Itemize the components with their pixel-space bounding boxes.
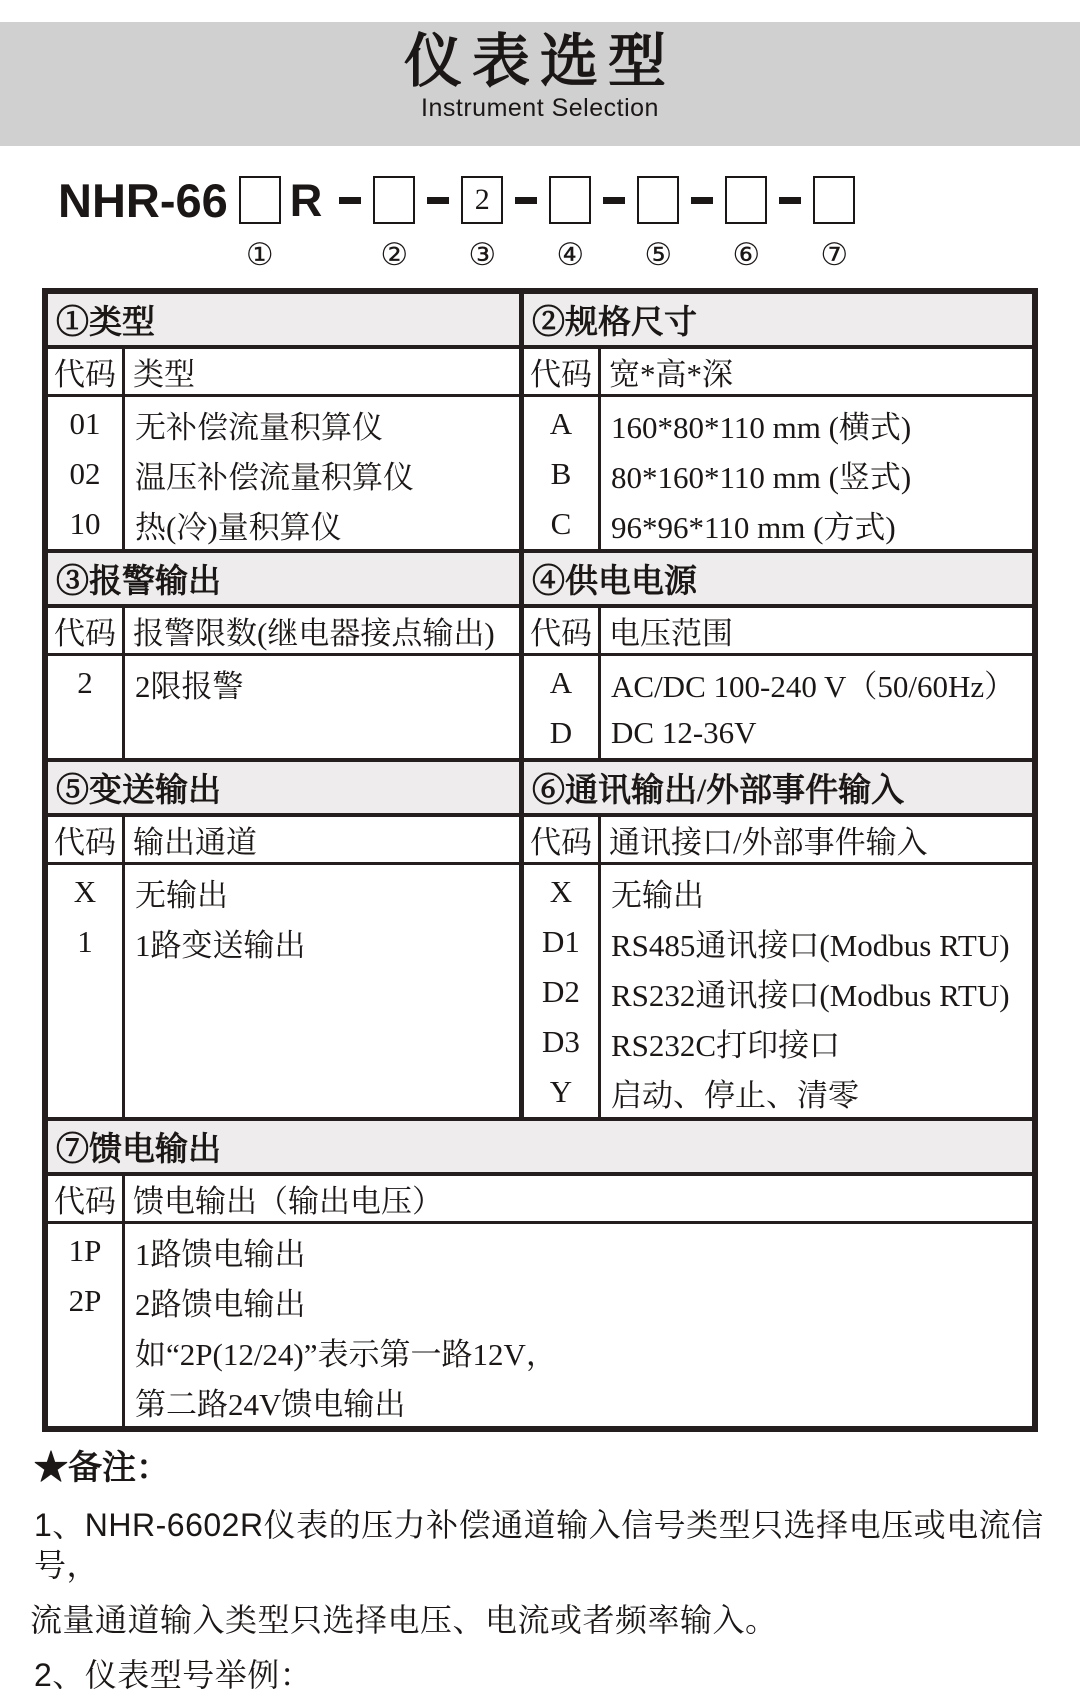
order-circle-4: ④ (556, 237, 585, 272)
code-cell: D (549, 715, 573, 750)
code-cell: X (73, 874, 97, 909)
dash-separator (603, 197, 625, 204)
model-box-2 (373, 176, 415, 224)
col-header-label: 宽*高*深 (609, 357, 733, 392)
section-2-data (524, 397, 1032, 549)
section-5-retransmission-output (48, 762, 524, 1117)
page-title: 仪表选型 (403, 29, 676, 94)
section-5-subheader (48, 817, 519, 865)
code-cell: A (549, 406, 573, 441)
desc-cell: RS232C打印接口 (611, 1027, 841, 1063)
section-3-title: ③报警输出 (48, 553, 519, 608)
desc-cell: RS232通讯接口(Modbus RTU) (611, 977, 1010, 1013)
desc-cell: AC/DC 100-240 V（50/60Hz） (611, 668, 1016, 704)
section-6-data (524, 865, 1032, 1117)
remark-line-3: 2、仪表型号举例： (34, 1657, 313, 1693)
order-circle-2: ② (380, 237, 409, 272)
model-box-3: 2 (461, 176, 503, 224)
dash-separator (427, 197, 449, 204)
section-7-feed-output (48, 1117, 1032, 1426)
remarks-block (30, 1446, 1080, 1695)
order-circle-3: ③ (468, 237, 497, 272)
section-4-title: ④供电电源 (524, 553, 1032, 608)
col-header-label: 电压范围 (609, 616, 733, 651)
header-band (0, 22, 1080, 146)
desc-cell: 温压补偿流量积算仪 (135, 459, 414, 495)
desc-cell: 2限报警 (135, 668, 244, 704)
col-header-label: 输出通道 (133, 825, 257, 860)
col-header-label: 报警限数(继电器接点输出) (133, 616, 495, 651)
desc-cell: 80*160*110 mm (竖式) (611, 459, 912, 495)
selection-table (42, 288, 1038, 1432)
code-cell: 01 (69, 406, 101, 441)
model-slot-2 (373, 176, 415, 272)
code-cell: 02 (69, 456, 101, 491)
model-slot-7 (813, 176, 855, 272)
section-7-subheader (48, 1176, 1032, 1224)
col-header-code: 代码 (524, 817, 601, 862)
section-1-data (48, 397, 519, 549)
code-cell: 1 (77, 924, 93, 959)
desc-cell: 无输出 (135, 877, 228, 913)
section-2-subheader (524, 349, 1032, 397)
col-header-code: 代码 (48, 1176, 125, 1221)
col-header-code: 代码 (48, 349, 125, 394)
model-box-5 (637, 176, 679, 224)
col-header-code: 代码 (524, 608, 601, 653)
desc-cell: 热(冷)量积算仪 (135, 509, 342, 545)
order-circle-5: ⑤ (644, 237, 673, 272)
code-cell (48, 1376, 122, 1426)
model-slot-1 (239, 176, 281, 272)
col-header-code: 代码 (524, 349, 601, 394)
section-4-power-supply (524, 553, 1032, 758)
section-3-alarm-output (48, 553, 524, 758)
dash-separator (779, 197, 801, 204)
desc-cell: 如“2P(12/24)”表示第一路12V， (135, 1336, 557, 1372)
desc-cell: 1路馈电输出 (135, 1236, 306, 1272)
code-cell: Y (549, 1074, 573, 1109)
desc-cell: 2路馈电输出 (135, 1286, 306, 1322)
code-cell: C (550, 506, 572, 541)
code-cell: 1P (68, 1233, 102, 1268)
section-6-title: ⑥通讯输出/外部事件输入 (524, 762, 1032, 817)
section-4-data (524, 656, 1032, 758)
section-1-type (48, 294, 524, 549)
code-cell: X (549, 874, 573, 909)
section-1-subheader (48, 349, 519, 397)
order-circle-6: ⑥ (732, 237, 761, 272)
section-3-data (48, 656, 519, 758)
page-subtitle: Instrument Selection (421, 94, 659, 122)
col-header-code: 代码 (48, 608, 125, 653)
code-cell: 2P (68, 1283, 102, 1318)
col-header-label: 通讯接口/外部事件输入 (609, 825, 928, 860)
col-header-code: 代码 (48, 817, 125, 862)
dash-separator (515, 197, 537, 204)
section-5-title: ⑤变送输出 (48, 762, 519, 817)
section-7-title: ⑦馈电输出 (48, 1121, 1032, 1176)
code-cell: 2 (77, 665, 93, 700)
order-circle-7: ⑦ (820, 237, 849, 272)
code-cell: D1 (542, 924, 580, 959)
model-slot-5 (637, 176, 679, 272)
remark-line-1: 1、NHR-6602R仪表的压力补偿通道输入信号类型只选择电压或电流信号， (34, 1507, 1044, 1583)
col-header-label: 馈电输出（输出电压） (133, 1184, 443, 1219)
section-pair-3-4 (48, 549, 1032, 758)
desc-cell: 无补偿流量积算仪 (135, 409, 383, 445)
code-cell: B (550, 456, 572, 491)
model-box-4 (549, 176, 591, 224)
desc-cell: DC 12-36V (611, 715, 757, 750)
model-prefix: NHR-66 (58, 174, 228, 227)
desc-cell: 第二路24V馈电输出 (135, 1386, 406, 1422)
dash-separator (339, 197, 361, 204)
section-3-subheader (48, 608, 519, 656)
model-slot-4 (549, 176, 591, 272)
code-cell: D2 (542, 974, 580, 1009)
desc-cell: 无输出 (611, 877, 704, 913)
code-cell: D3 (542, 1024, 580, 1059)
order-circle-1: ① (245, 237, 274, 272)
model-code-line (58, 176, 1080, 272)
model-slot-3 (461, 176, 503, 272)
section-5-data (48, 865, 519, 1117)
remarks-heading: ★备注： (34, 1449, 170, 1487)
desc-cell: RS485通讯接口(Modbus RTU) (611, 927, 1010, 963)
section-pair-5-6 (48, 758, 1032, 1117)
model-suffix-r: R (289, 175, 323, 226)
section-2-title: ②规格尺寸 (524, 294, 1032, 349)
code-cell: A (549, 665, 573, 700)
section-pair-1-2 (48, 294, 1032, 549)
desc-cell: 1路变送输出 (135, 927, 306, 963)
section-4-subheader (524, 608, 1032, 656)
dash-separator (691, 197, 713, 204)
model-box-6 (725, 176, 767, 224)
desc-cell: 96*96*110 mm (方式) (611, 509, 896, 545)
model-box-1 (239, 176, 281, 224)
section-1-title: ①类型 (48, 294, 519, 349)
code-cell: 10 (69, 506, 101, 541)
col-header-label: 类型 (133, 357, 195, 392)
section-6-communication (524, 762, 1032, 1117)
desc-cell: 启动、停止、清零 (611, 1077, 859, 1113)
section-6-subheader (524, 817, 1032, 865)
section-7-data (48, 1224, 1032, 1426)
remark-line-2: 流量通道输入类型只选择电压、电流或者频率输入。 (30, 1602, 778, 1638)
model-slot-6 (725, 176, 767, 272)
code-cell (48, 1326, 122, 1376)
desc-cell: 160*80*110 mm (横式) (611, 409, 912, 445)
section-2-dimensions (524, 294, 1032, 549)
model-box-7 (813, 176, 855, 224)
